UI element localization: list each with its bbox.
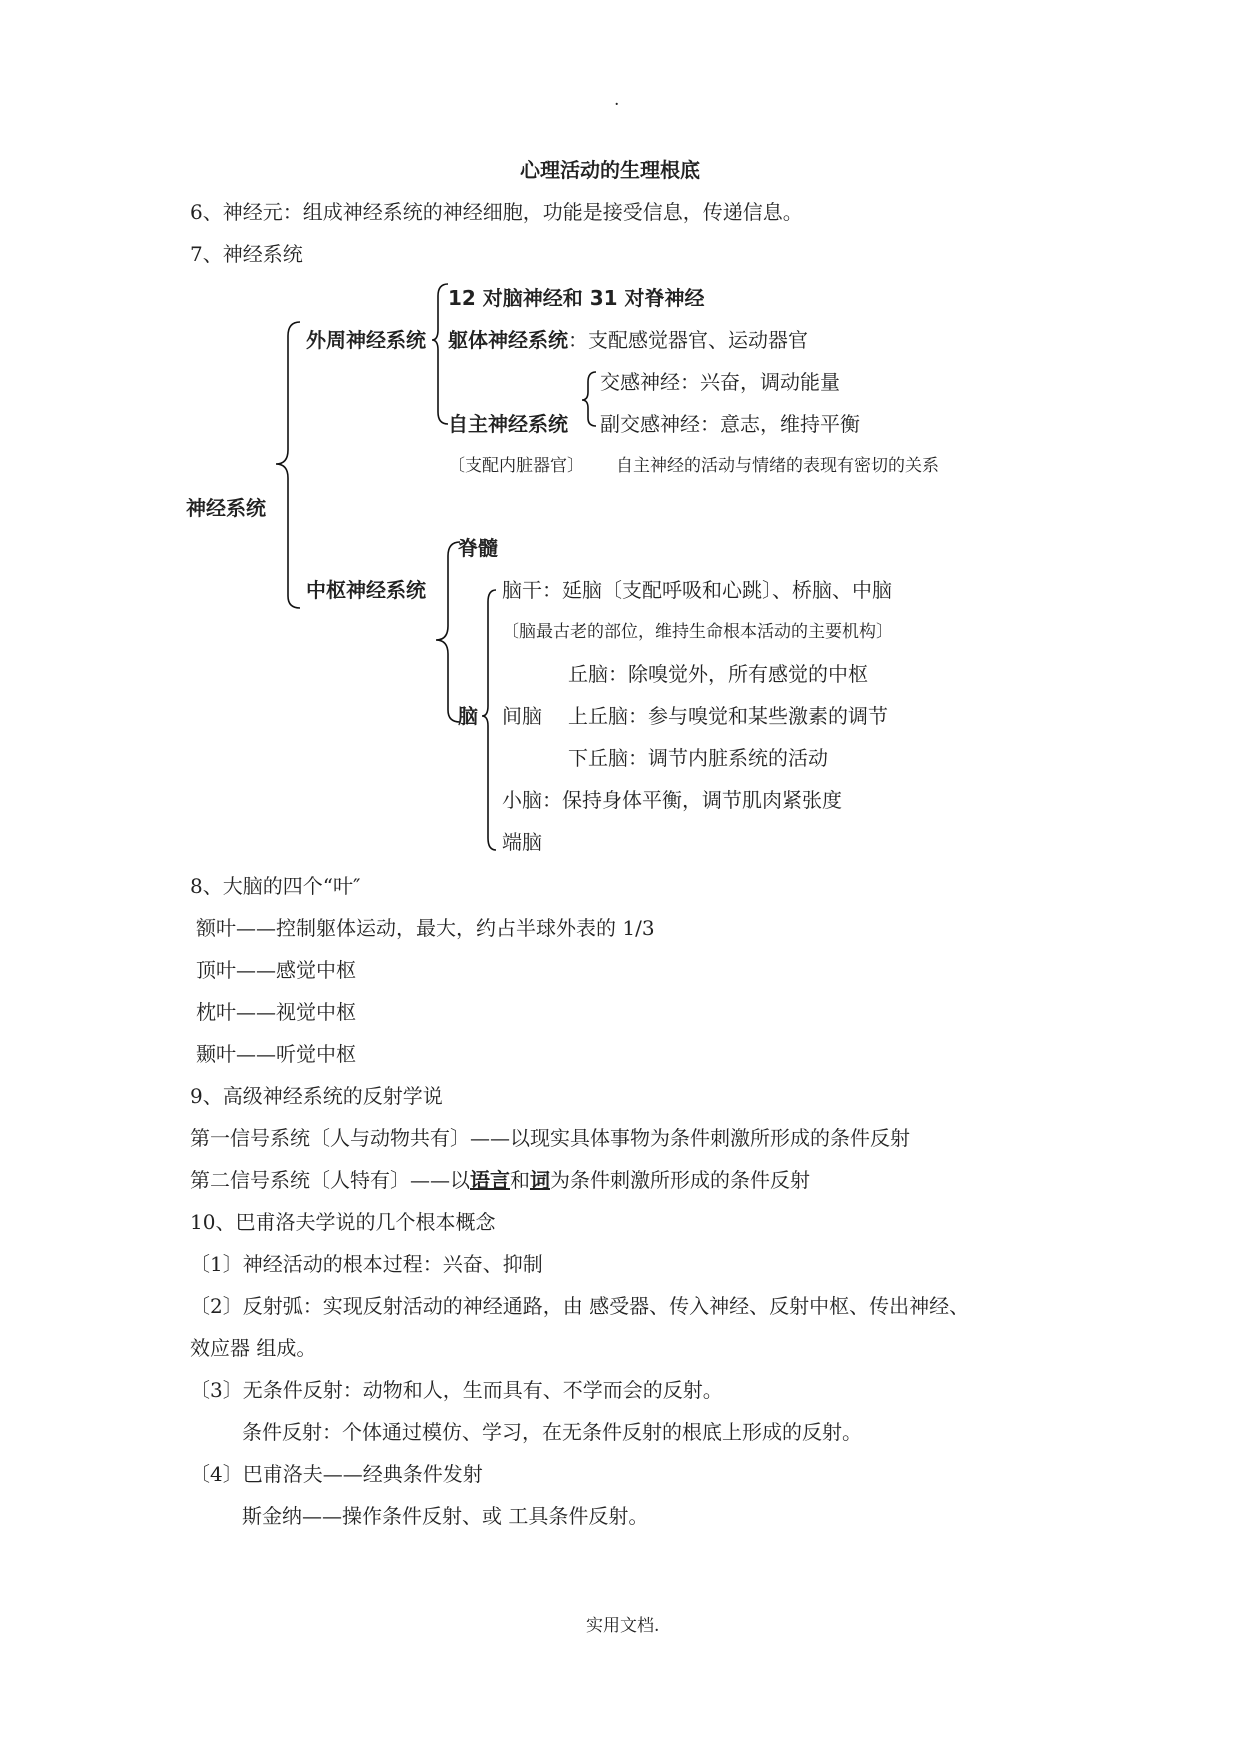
tree-cerebellum: 小脑：保持身体平衡，调节肌肉紧张度 — [502, 788, 842, 812]
concept-1: 〔1〕神经活动的根本过程：兴奋、抑制 — [190, 1252, 543, 1276]
tree-autonomic: 自主神经系统 — [448, 412, 568, 436]
lobe-frontal: 额叶——控制躯体运动，最大，约占半球外表的 1/3 — [196, 916, 655, 940]
tree-brainstem-note: 〔脑最古老的部位，维持生命根本活动的主要机构〕 — [502, 622, 893, 642]
central-brace — [436, 542, 460, 722]
peripheral-brace — [432, 284, 448, 424]
tree-somatic-label: 躯体神经系统 — [448, 328, 568, 352]
tree-diencephalon: 间脑 — [502, 704, 542, 728]
tree-epithalamus: 上丘脑：参与嗅觉和某些激素的调节 — [568, 704, 888, 728]
root-brace — [276, 322, 300, 608]
tree-brain: 脑 — [458, 704, 478, 728]
tree-autonomic-emotion: 自主神经的活动与情绪的表现有密切的关系 — [616, 456, 939, 476]
tree-somatic-desc: ：支配感觉器官、运动器官 — [568, 328, 808, 352]
tree-hypothalamus: 下丘脑：调节内脏系统的活动 — [568, 746, 828, 770]
signal-system-1: 第一信号系统〔人与动物共有〕——以现实具体事物为条件刺激所形成的条件反射 — [190, 1126, 910, 1150]
tree-nerves-12-31: 12 对脑神经和 31 对脊神经 — [448, 286, 705, 310]
concept-4b: 斯金纳——操作条件反射、或 工具条件反射。 — [242, 1504, 649, 1528]
item-7: 7、神经系统 — [190, 242, 303, 266]
tree-root: 神经系统 — [186, 496, 266, 520]
item-6: 6、神经元：组成神经系统的神经细胞，功能是接受信息，传递信息。 — [190, 200, 803, 224]
tree-central: 中枢神经系统 — [306, 578, 426, 602]
signal2-pre: 第二信号系统〔人特有〕——以 — [190, 1168, 470, 1192]
signal-system-2 — [190, 1166, 810, 1194]
tree-thalamus: 丘脑：除嗅觉外，所有感觉的中枢 — [568, 662, 868, 686]
concept-4a: 〔4〕巴甫洛夫——经典条件发射 — [190, 1462, 483, 1486]
footer: 实用文档. — [586, 1616, 660, 1636]
tree-autonomic-note: 〔支配内脏器官〕 — [448, 456, 584, 476]
concept-2b: 效应器 组成。 — [190, 1336, 317, 1360]
item-10: 10、巴甫洛夫学说的几个根本概念 — [190, 1210, 496, 1234]
concept-3b: 条件反射：个体通过模仿、学习，在无条件反射的根底上形成的反射。 — [242, 1420, 862, 1444]
tree-brainstem: 脑干：延脑〔支配呼吸和心跳〕、桥脑、中脑 — [502, 578, 892, 602]
header-dot: . — [614, 90, 620, 110]
tree-spinal: 脊髓 — [458, 536, 498, 560]
item-8: 8、大脑的四个“叶″ — [190, 874, 361, 898]
signal2-word-word: 词 — [530, 1168, 550, 1192]
signal2-mid: 和 — [510, 1168, 530, 1192]
lobe-temporal: 颞叶——听觉中枢 — [196, 1042, 356, 1066]
tree-parasympathetic: 副交感神经：意志，维持平衡 — [600, 412, 860, 436]
autonomic-brace — [582, 372, 596, 426]
tree-sympathetic: 交感神经：兴奋，调动能量 — [600, 370, 840, 394]
signal2-post: 为条件刺激所形成的条件反射 — [550, 1168, 810, 1192]
item-9: 9、高级神经系统的反射学说 — [190, 1084, 443, 1108]
signal2-word-language: 语言 — [470, 1168, 510, 1192]
tree-telencephalon: 端脑 — [502, 830, 542, 854]
lobe-parietal: 顶叶——感觉中枢 — [196, 958, 356, 982]
concept-2a: 〔2〕反射弧：实现反射活动的神经通路，由 感受器、传入神经、反射中枢、传出神经、 — [190, 1294, 970, 1318]
brain-brace — [482, 590, 496, 850]
lobe-occipital: 枕叶——视觉中枢 — [196, 1000, 356, 1024]
page-title: 心理活动的生理根底 — [520, 158, 700, 182]
tree-peripheral: 外周神经系统 — [306, 328, 426, 352]
concept-3a: 〔3〕无条件反射：动物和人，生而具有、不学而会的反射。 — [190, 1378, 723, 1402]
tree-somatic — [448, 326, 808, 354]
